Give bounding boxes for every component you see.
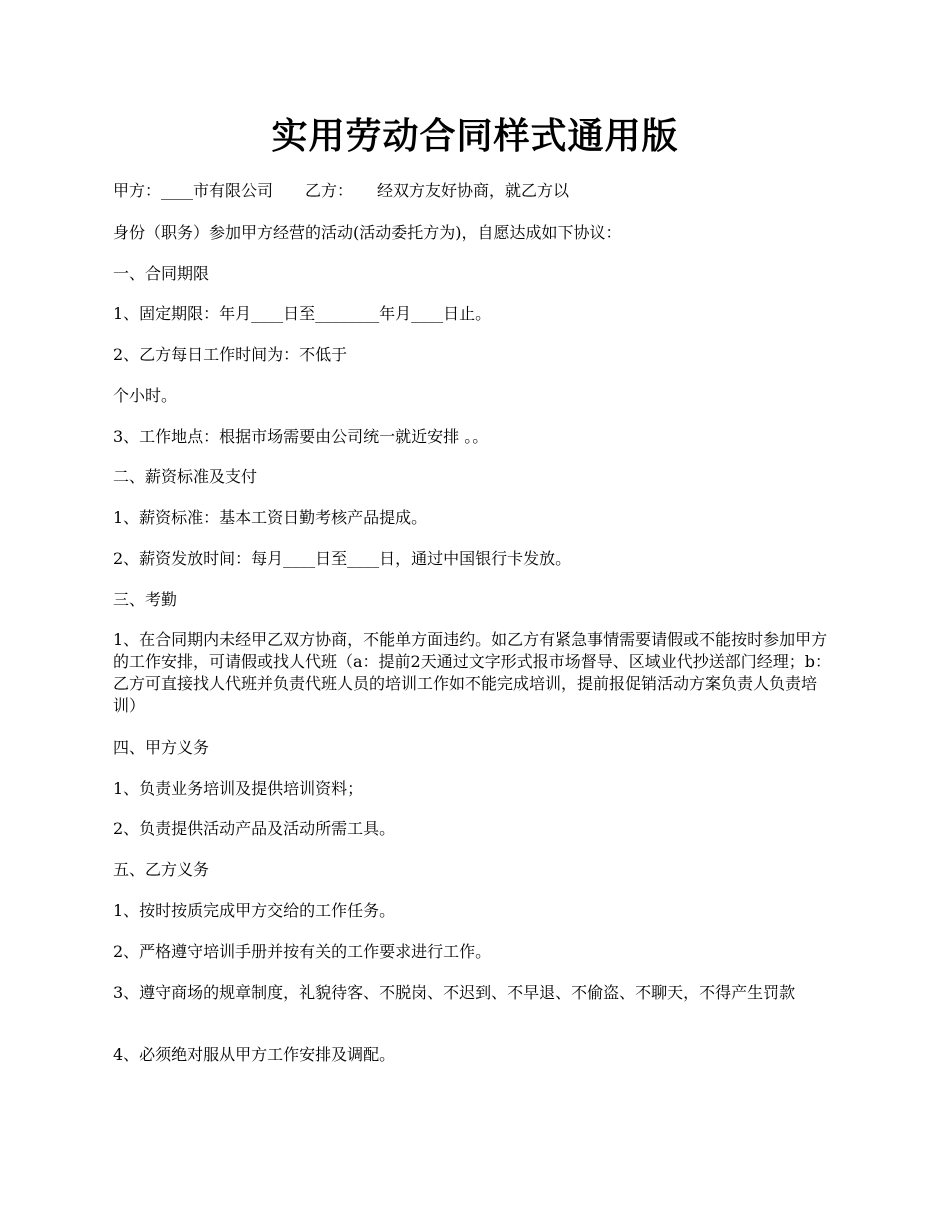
clause-attendance: 1、在合同期内未经甲乙双方协商，不能单方面违约。如乙方有紧急事情需要请假或不能按时参加甲方的工作安排，可请假或找人代班（a：提前2天通过文字形式报市场督导、区域业代抄送部门经理；b：乙方可直接找人代班并负责代班人员的培训工作如不能完成培训，提前报促销活动方案负责人负责培训） <box>113 630 831 715</box>
intro-line: 身份（职务）参加甲方经营的活动(活动委托方为)，自愿达成如下协议： <box>113 223 622 242</box>
clause-work-hours-cont: 个小时。 <box>113 386 178 405</box>
clause-party-b-conduct: 3、遵守商场的规章制度，礼貌待客、不脱岗、不迟到、不早退、不偷盗、不聊天，不得产生罚款 <box>113 983 796 1002</box>
clause-salary-payment: 2、薪资发放时间：每月____日至____日，通过中国银行卡发放。 <box>113 549 572 568</box>
clause-party-a-training: 1、负责业务培训及提供培训资料； <box>113 779 364 798</box>
clause-party-b-tasks: 1、按时按质完成甲方交给的工作任务。 <box>113 901 396 920</box>
section-heading-attendance: 三、考勤 <box>113 590 178 609</box>
section-heading-party-a: 四、甲方义务 <box>113 738 210 757</box>
clause-party-b-obey: 4、必须绝对服从甲方工作安排及调配。 <box>113 1045 396 1064</box>
clause-party-b-rules: 2、严格遵守培训手册并按有关的工作要求进行工作。 <box>113 942 492 961</box>
clause-salary-standard: 1、薪资标准：基本工资日勤考核产品提成。 <box>113 508 428 527</box>
section-heading-term: 一、合同期限 <box>113 264 210 283</box>
clause-fixed-term: 1、固定期限：年月____日至________年月____日止。 <box>113 304 492 323</box>
clause-work-location: 3、工作地点：根据市场需要由公司统一就近安排 。。 <box>113 427 489 446</box>
section-heading-party-b: 五、乙方义务 <box>113 860 210 879</box>
clause-work-hours: 2、乙方每日工作时间为：不低于 <box>113 345 348 364</box>
party-line: 甲方：____市有限公司 乙方： 经双方友好协商，就乙方以 <box>113 181 570 200</box>
section-heading-salary: 二、薪资标准及支付 <box>113 467 258 486</box>
document-title: 实用劳动合同样式通用版 <box>271 115 679 157</box>
clause-party-a-tools: 2、负责提供活动产品及活动所需工具。 <box>113 819 396 838</box>
